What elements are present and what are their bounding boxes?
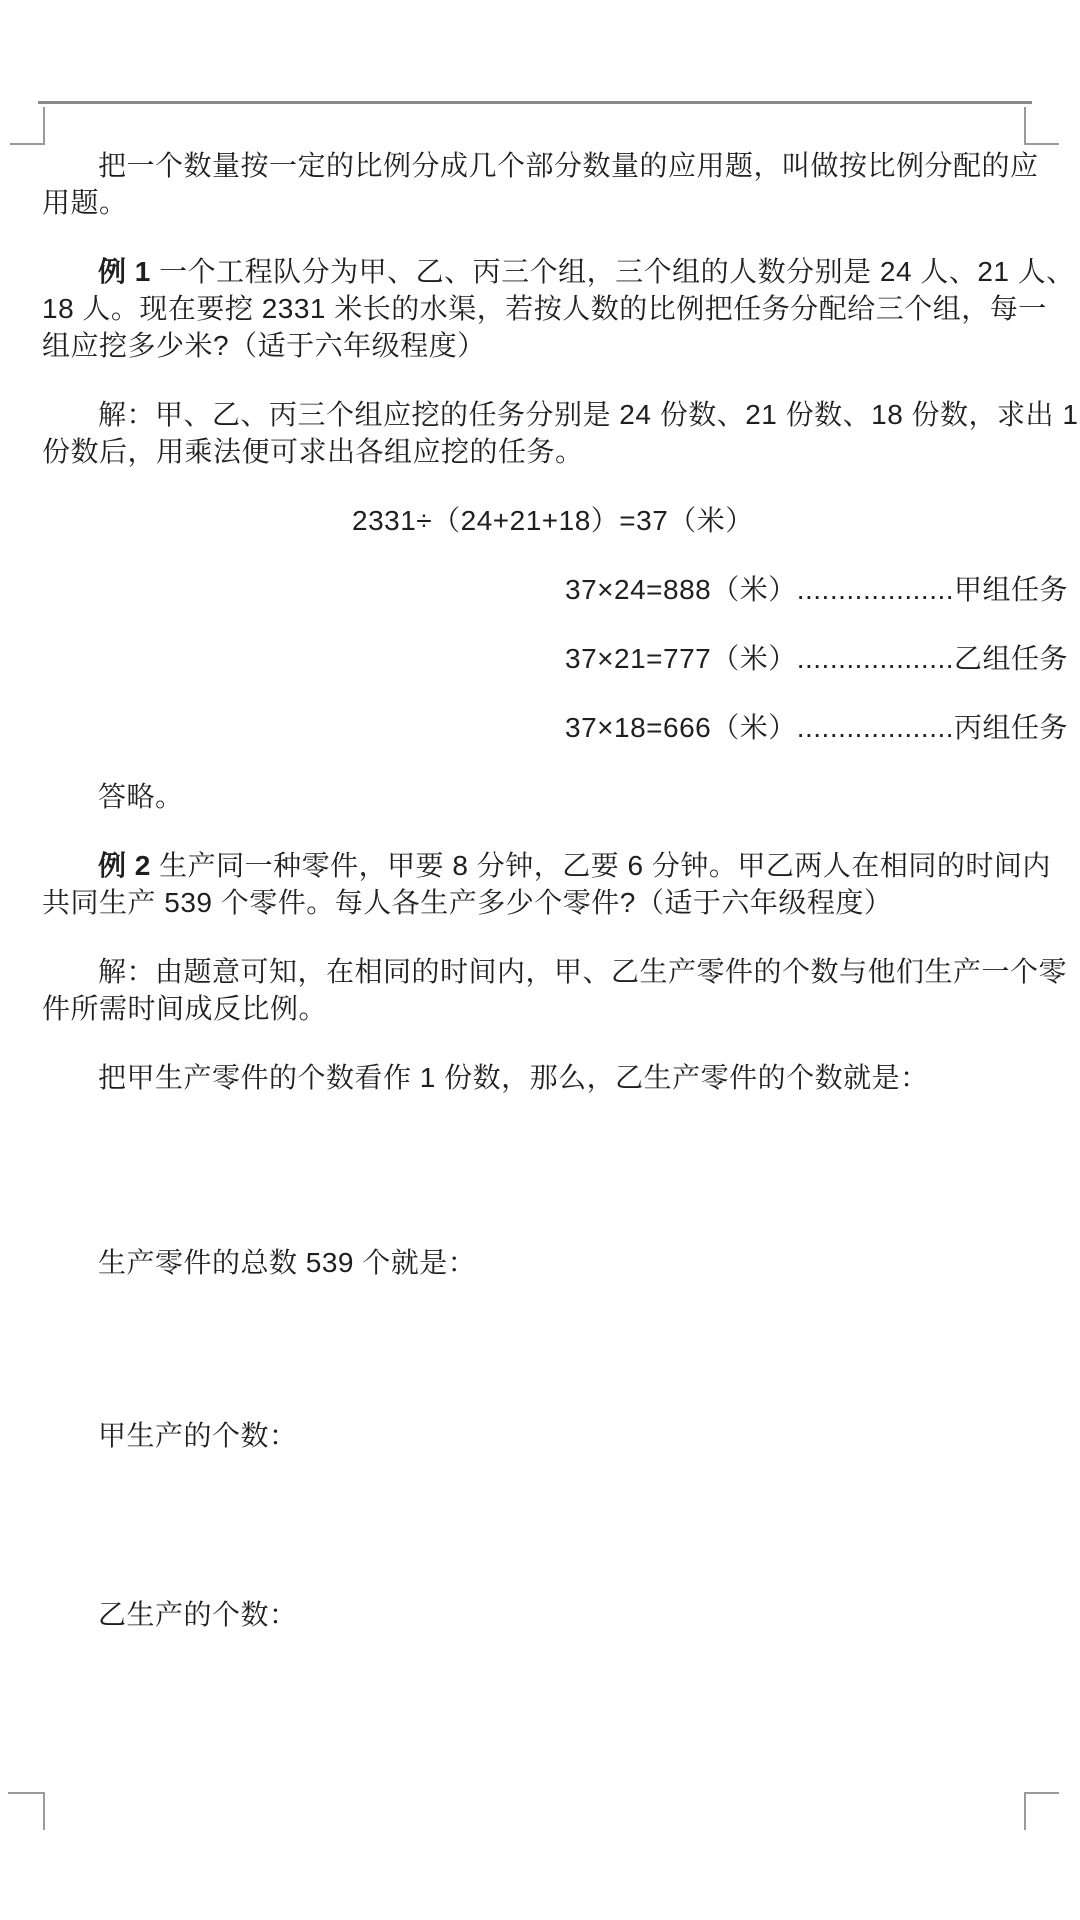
answer-note-line: 答略。 [98,781,184,812]
task-jia-label: 甲组任务 [954,574,1069,605]
task-line-bing [42,709,1069,746]
formula-division: 2331÷（24+21+18）=37（米） [352,505,754,536]
paragraph-task-bing [42,709,1069,746]
ratio-note-line: 把甲生产零件的个数看作 1 份数，那么，乙生产零件的个数就是： [98,1062,929,1093]
example-1-label: 例 1 [98,256,151,287]
example-1-line-2: 18 人。现在要挖 2331 米长的水渠，若按人数的比例把任务分配给三个组，每一 [42,293,1047,324]
paragraph-yi-count [42,1596,1042,1633]
page-top-rule [38,101,1032,104]
crop-mark-top-right [1024,107,1059,145]
task-yi-dots: ................... [796,643,955,674]
example-1-line-3: 组应挖多少米?（适于六年级程度） [42,330,486,361]
example-1-text: 一个工程队分为甲、乙、丙三个组，三个组的人数分别是 24 人、21 人、 [150,256,1075,287]
page-content [42,147,1079,1665]
paragraph-jia-count [42,1417,1042,1454]
paragraph-definition [42,147,1042,221]
task-bing-label: 丙组任务 [954,712,1069,743]
example-1-line-1 [42,253,1075,290]
definition-line-2: 用题。 [42,187,128,218]
total-note-line: 生产零件的总数 539 个就是： [98,1247,477,1278]
solution-2-line-2: 件所需时间成反比例。 [42,993,328,1024]
example-2-text: 生产同一种零件，甲要 8 分钟，乙要 6 分钟。甲乙两人在相同的时间内 [150,850,1051,881]
paragraph-ratio-note [42,1059,1042,1096]
jia-count-line: 甲生产的个数： [98,1420,298,1451]
paragraph-solution-2 [42,953,1068,1027]
paragraph-formula-division [42,502,1042,539]
task-bing-dots: ................... [796,712,955,743]
paragraph-total-note [42,1244,1042,1281]
crop-mark-top-left [10,107,45,145]
paragraph-solution-1 [42,396,1079,470]
paragraph-answer-note [42,778,1042,815]
solution-2-line-1: 解：由题意可知，在相同的时间内，甲、乙生产零件的个数与他们生产一个零 [98,956,1068,987]
paragraph-task-yi [42,640,1069,677]
paragraph-example-2 [42,847,1051,921]
task-jia-dots: ................... [796,574,955,605]
example-2-line-1 [42,847,1051,884]
task-yi-formula: 37×21=777（米） [565,643,797,674]
solution-1-line-2: 份数后，用乘法便可求出各组应挖的任务。 [42,436,584,467]
crop-mark-bottom-right [1024,1792,1059,1830]
task-yi-label: 乙组任务 [954,643,1069,674]
definition-line-1: 把一个数量按一定的比例分成几个部分数量的应用题，叫做按比例分配的应 [98,150,1039,181]
task-bing-formula: 37×18=666（米） [565,712,797,743]
yi-count-line: 乙生产的个数： [98,1599,298,1630]
example-2-label: 例 2 [98,850,151,881]
task-line-jia [42,571,1069,608]
task-line-yi [42,640,1069,677]
solution-1-line-1: 解：甲、乙、丙三个组应挖的任务分别是 24 份数、21 份数、18 份数，求出 1 [98,399,1079,430]
paragraph-task-jia [42,571,1069,608]
task-jia-formula: 37×24=888（米） [565,574,797,605]
crop-mark-bottom-left [8,1792,45,1830]
paragraph-example-1 [42,253,1075,364]
example-2-line-2: 共同生产 539 个零件。每人各生产多少个零件?（适于六年级程度） [42,887,893,918]
